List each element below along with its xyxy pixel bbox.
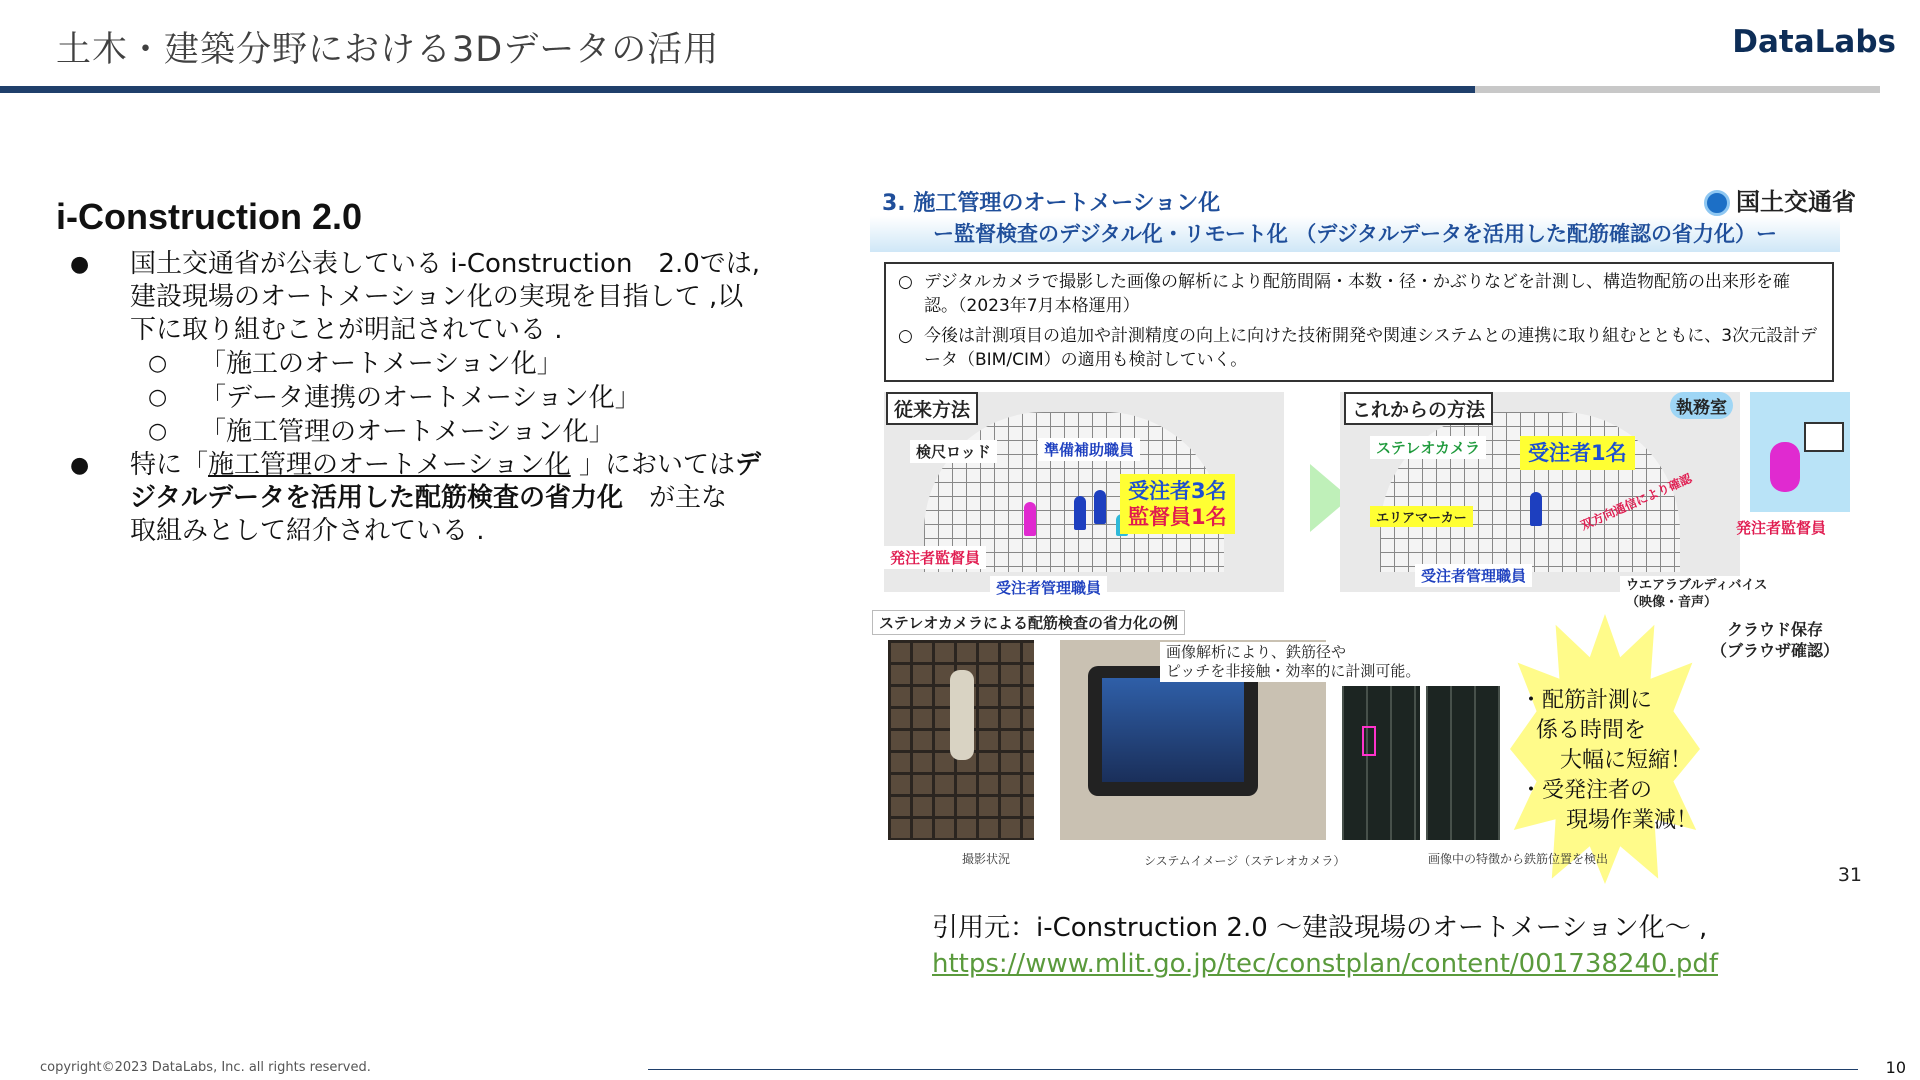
bullet-intro [56,248,766,347]
bullet-icon: ● [70,453,90,478]
stereo-camera-label: ステレオカメラ [1370,436,1486,459]
bullet-line: 国土交通省が公表している i-Construction 2.0では, [130,249,761,279]
sub-item-label: 「施工管理のオートメーション化」 [200,417,615,447]
cloud-line: クラウド保存 [1727,620,1824,639]
figure-page-number: 31 [1837,864,1862,886]
office-scene [1750,392,1850,512]
section-heading: i-Construction 2.0 [56,196,363,237]
analysis-note [1160,642,1426,682]
figure-subtitle: ー監督検査のデジタル化・リモート化 （デジタルデータを活用した配筋確認の省力化）ー [870,216,1840,252]
tablet-screen [1102,678,1244,782]
count-line: 監督員1名 [1128,505,1227,529]
before-staff-count [1120,474,1235,534]
header-rule [0,86,1475,93]
benefit-line: 現場作業減！ [1566,808,1699,833]
copyright: copyright©2023 DataLabs, Inc. all rights reserved. [40,1060,371,1075]
bold-text: ジタルデータを活用した配筋検査の省力化 [130,483,623,513]
before-title: 従来方法 [886,392,978,425]
text-span: 」においては [570,450,735,480]
brand-logo: DataLabs [1732,24,1896,60]
photo-caption: 画像中の特徴から鉄筋位置を検出 [1428,852,1609,866]
detection-photo-2 [1426,686,1500,840]
benefit-line: ・配筋計測に [1520,688,1653,713]
sub-item-label: 「施工のオートメーション化」 [200,349,563,379]
worker-figure [1024,502,1036,536]
mlit-figure [870,174,1870,894]
point-text: 今後は計測項目の追加や計測精度の向上に向けた技術開発や関連システムとの連携に取り組むとともに、3次元設計データ（BIM/CIM）の適用も検討していく。 [924,326,1818,370]
sub-item [56,347,766,381]
main-text [56,196,766,548]
ministry-label [1704,182,1856,217]
bullet-line: 下に取り組むことが明記されている . [130,315,563,345]
example-title: ステレオカメラによる配筋検査の省力化の例 [872,610,1185,635]
monitor-icon [1804,422,1844,452]
circle-bullet-icon: ○ [148,351,168,376]
comm-label: 双方向通信により確認 [1578,471,1694,533]
figure-points [884,262,1834,382]
detection-photo-1 [1342,686,1420,840]
worker-photo-figure [950,670,974,760]
worker-figure [1530,492,1542,526]
bullet-line: 取組みとして紹介されている . [130,516,485,546]
circle-bullet-icon: ○ [898,326,913,346]
benefit-line: 係る時間を [1536,718,1647,743]
worker-figure [1094,490,1106,524]
slide-title: 土木・建築分野における3Dデータの活用 [56,30,720,70]
bullet-focus [56,449,766,548]
office-label: 執務室 [1670,392,1733,419]
bullet-icon: ● [70,252,90,277]
benefit-line: 大幅に短縮！ [1560,748,1693,773]
text-span: が主な [622,483,727,513]
point-item [896,270,1822,318]
after-staff-count: 受注者1名 [1520,436,1635,470]
count-line: 受注者3名 [1128,479,1227,503]
area-marker-label: エリアマーカー [1370,506,1473,527]
point-item [896,324,1822,372]
detection-marker [1362,726,1376,756]
bold-text: デ [734,450,761,480]
sub-item [56,381,766,415]
ministry-name: 国土交通省 [1736,188,1856,216]
after-client-inspector-label [1730,516,1832,539]
tablet-device [1088,666,1258,796]
assistant-label: 準備補助職員 [1038,438,1140,461]
bullet-line [130,449,766,482]
ministry-logo-icon [1704,190,1730,216]
after-title: これからの方法 [1344,392,1493,425]
analysis-line: ピッチを非接触・効率的に計測可能。 [1166,662,1421,680]
wearable-line: （映像・音声） [1626,595,1718,610]
text-span: 特に「 [130,450,209,480]
after-manager-label: 受注者管理職員 [1415,564,1532,587]
citation [932,910,1718,982]
label-part: 発注者 [1736,519,1782,537]
underlined-text: 施工管理のオートメーション化 [208,450,571,480]
label-part: 監督員 [935,549,981,567]
wearable-label [1620,576,1773,612]
label-part: 発注者 [890,549,936,567]
cloud-label [1705,618,1845,662]
figure-title: 3. 施工管理のオートメーション化 [882,191,1221,216]
benefit-line: ・受発注者の [1520,778,1653,803]
benefit-text [1520,686,1698,836]
citation-text: 引用元：i-Construction 2.0 ～建設現場のオートメーション化～ , [932,913,1708,943]
circle-bullet-icon: ○ [898,272,913,292]
header-rule-accent [1475,86,1880,93]
page-number: 10 [1885,1058,1906,1077]
label-part: 監督員 [1781,519,1827,537]
circle-bullet-icon: ○ [148,419,168,444]
citation-link[interactable]: https://www.mlit.go.jp/tec/constplan/content/001738240.pdf [932,949,1718,979]
rod-label: 検尺ロッド [910,440,997,463]
photo-caption: システムイメージ（ステレオカメラ） [1144,854,1346,868]
circle-bullet-icon: ○ [148,385,168,410]
sub-item-label: 「データ連携のオートメーション化」 [200,383,641,413]
bullet-line [130,482,766,515]
inspector-figure [1770,442,1800,492]
point-text: デジタルカメラで撮影した画像の解析により配筋間隔・本数・径・かぶりなどを計測し、構造物配筋の出来形を確認。（2023年7月本格運用） [924,272,1790,316]
wearable-line: ウエアラブルディバイス [1626,578,1768,593]
client-inspector-label [884,546,986,569]
bullet-line: 建設現場のオートメーション化の実現を目指して ,以 [130,282,744,312]
analysis-line: 画像解析により、鉄筋径や [1166,643,1347,661]
cloud-line: （ブラウザ確認） [1711,641,1840,660]
sub-item [56,415,766,449]
footer-rule [648,1069,1858,1070]
manager-label: 受注者管理職員 [990,576,1107,599]
worker-figure [1074,496,1086,530]
photo-caption: 撮影状況 [962,852,1011,866]
site-photo [888,640,1034,840]
